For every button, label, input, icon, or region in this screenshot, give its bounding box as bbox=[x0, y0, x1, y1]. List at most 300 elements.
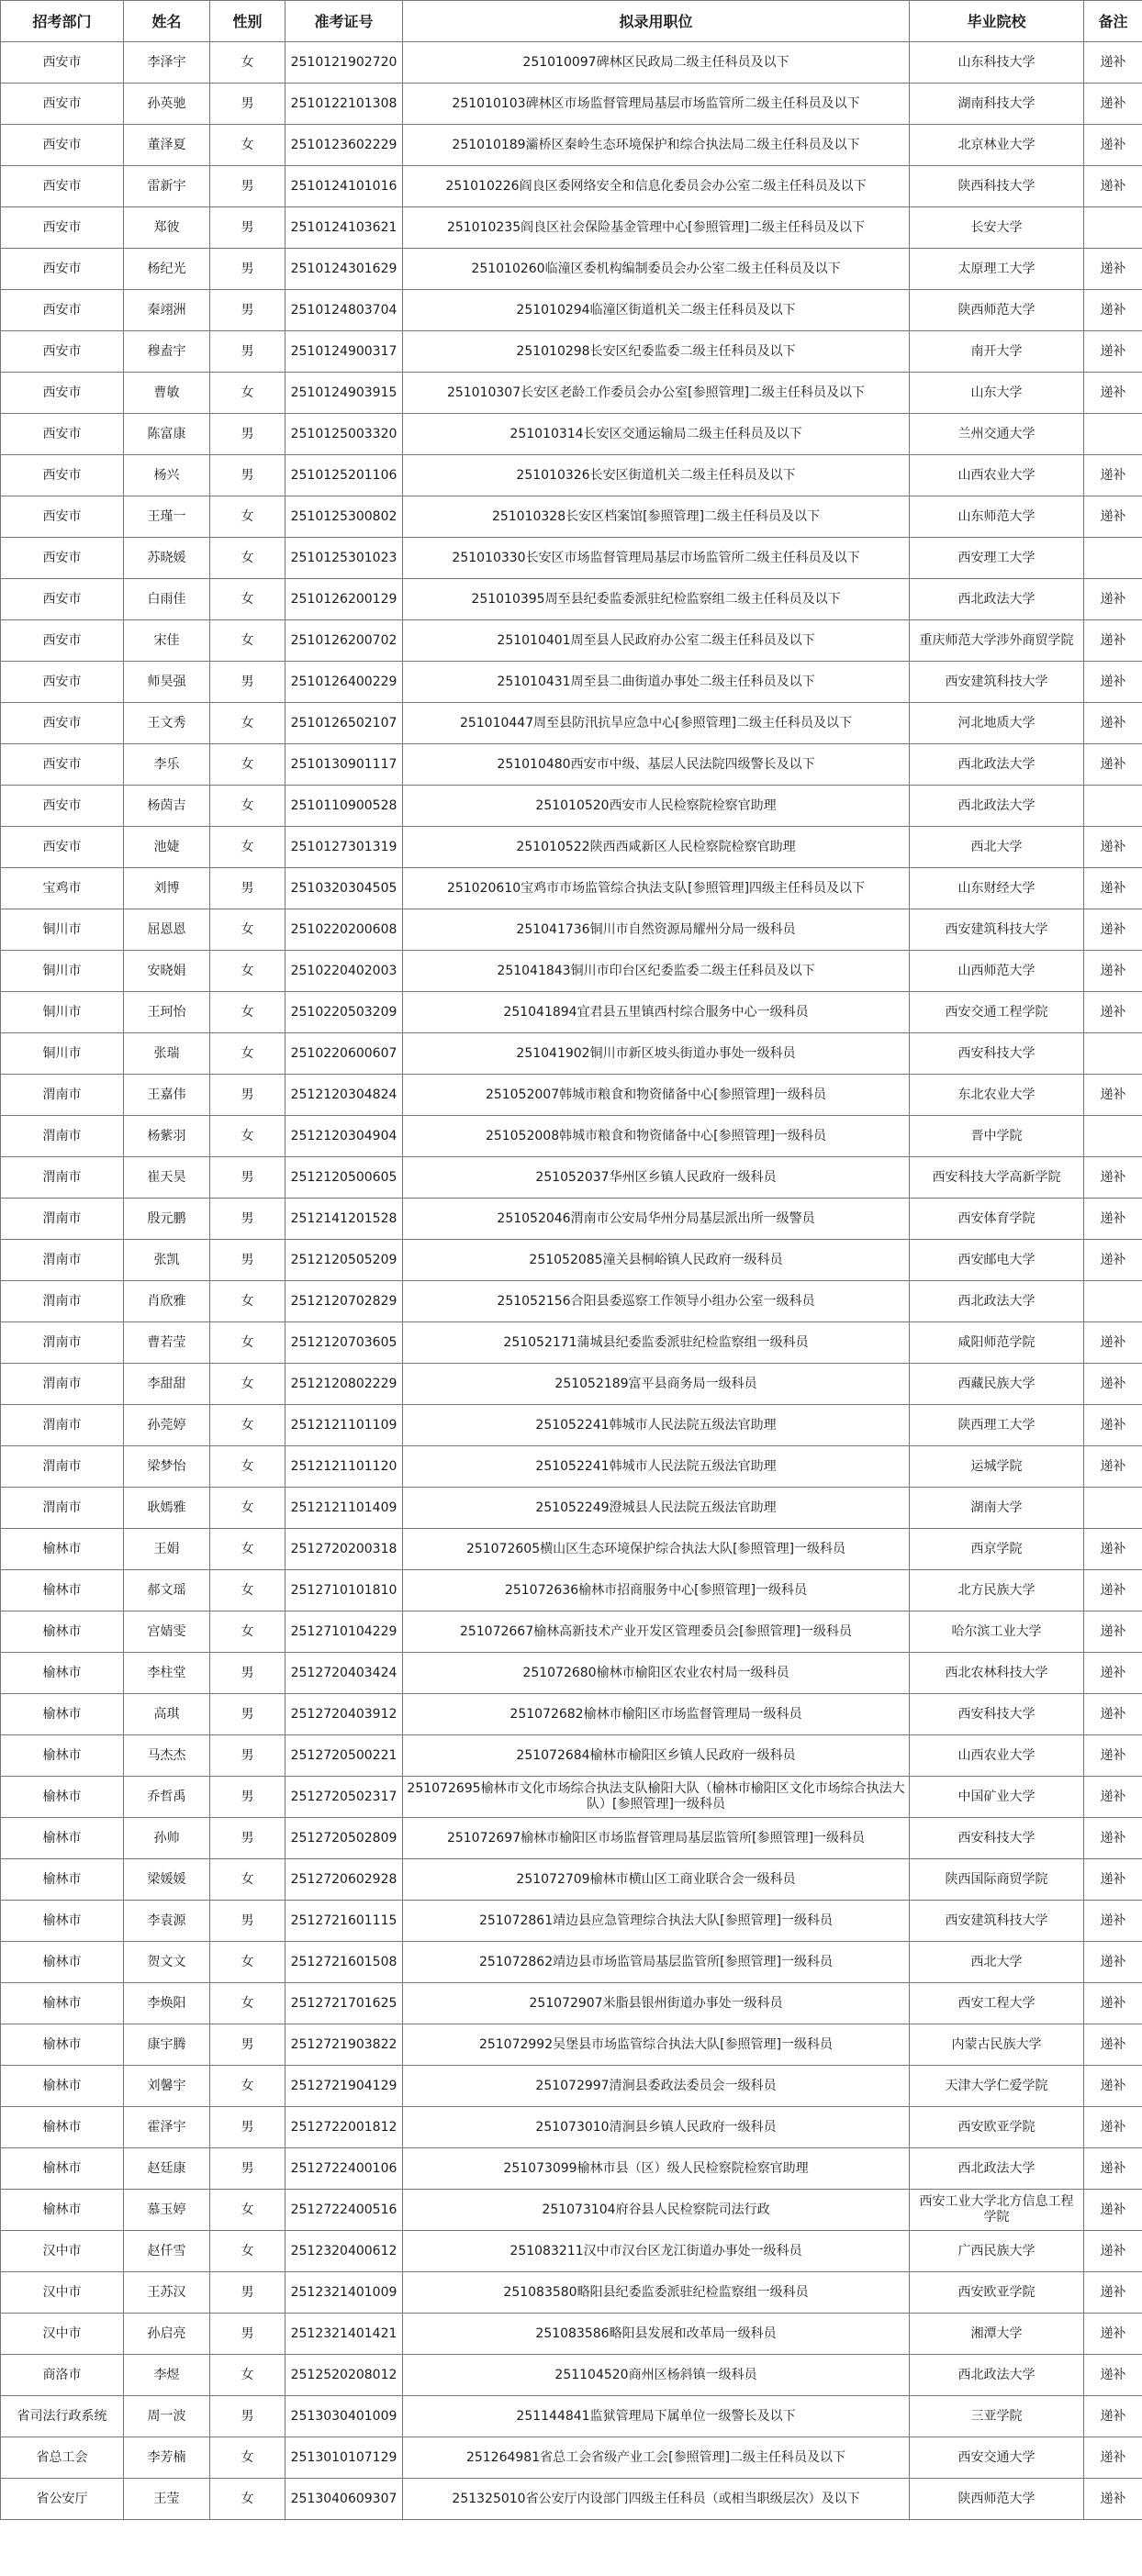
cell-department: 榆林市 bbox=[1, 1901, 124, 1942]
cell-gender: 男 bbox=[210, 290, 286, 331]
cell-exam-id: 2510124803704 bbox=[286, 290, 403, 331]
cell-gender: 男 bbox=[210, 1199, 286, 1240]
cell-remark: 递补 bbox=[1084, 166, 1142, 207]
cell-remark: 递补 bbox=[1084, 290, 1142, 331]
cell-exam-id: 2512141201528 bbox=[286, 1199, 403, 1240]
cell-name: 耿嫣雅 bbox=[124, 1488, 210, 1529]
cell-position: 251041843铜川市印台区纪委监委二级主任科员及以下 bbox=[403, 951, 910, 992]
cell-gender: 女 bbox=[210, 1405, 286, 1446]
cell-name: 马杰杰 bbox=[124, 1735, 210, 1777]
cell-gender: 男 bbox=[210, 1075, 286, 1116]
cell-department: 榆林市 bbox=[1, 2190, 124, 2231]
cell-position: 251325010省公安厅内设部门四级主任科员（或相当职级层次）及以下 bbox=[403, 2479, 910, 2520]
cell-department: 渭南市 bbox=[1, 1157, 124, 1199]
cell-name: 王莹 bbox=[124, 2479, 210, 2520]
table-row bbox=[1, 744, 1142, 786]
cell-school: 陕西国际商贸学院 bbox=[910, 1859, 1084, 1901]
cell-name: 杨茵吉 bbox=[124, 786, 210, 827]
cell-exam-id: 2512720502809 bbox=[286, 1818, 403, 1859]
cell-school: 山东科技大学 bbox=[910, 42, 1084, 84]
cell-gender: 男 bbox=[210, 2148, 286, 2190]
cell-name: 王珂怡 bbox=[124, 992, 210, 1033]
cell-department: 榆林市 bbox=[1, 1942, 124, 1983]
cell-exam-id: 2510125301023 bbox=[286, 538, 403, 579]
cell-remark bbox=[1084, 414, 1142, 455]
cell-position: 251104520商州区杨斜镇一级科员 bbox=[403, 2355, 910, 2396]
cell-exam-id: 2510220402003 bbox=[286, 951, 403, 992]
cell-gender: 女 bbox=[210, 744, 286, 786]
cell-remark bbox=[1084, 786, 1142, 827]
cell-gender: 女 bbox=[210, 373, 286, 414]
cell-position: 251041894宜君县五里镇西村综合服务中心一级科员 bbox=[403, 992, 910, 1033]
cell-remark bbox=[1084, 207, 1142, 249]
cell-school: 天津大学仁爱学院 bbox=[910, 2066, 1084, 2107]
cell-school: 西安交通大学 bbox=[910, 2437, 1084, 2479]
cell-gender: 男 bbox=[210, 2272, 286, 2314]
cell-name: 霍泽宇 bbox=[124, 2107, 210, 2148]
cell-department: 汉中市 bbox=[1, 2272, 124, 2314]
cell-department: 西安市 bbox=[1, 42, 124, 84]
cell-department: 榆林市 bbox=[1, 1529, 124, 1570]
table-row bbox=[1, 1859, 1142, 1901]
cell-remark: 递补 bbox=[1084, 2148, 1142, 2190]
table-row bbox=[1, 455, 1142, 496]
cell-gender: 女 bbox=[210, 2479, 286, 2520]
cell-department: 西安市 bbox=[1, 496, 124, 538]
table-row bbox=[1, 1529, 1142, 1570]
cell-position: 251083211汉中市汉台区龙江街道办事处一级科员 bbox=[403, 2231, 910, 2272]
cell-remark: 递补 bbox=[1084, 249, 1142, 290]
cell-gender: 女 bbox=[210, 2190, 286, 2231]
cell-exam-id: 2510220200608 bbox=[286, 909, 403, 951]
cell-name: 赵仟雪 bbox=[124, 2231, 210, 2272]
cell-position: 251041736铜川市自然资源局耀州分局一级科员 bbox=[403, 909, 910, 951]
cell-exam-id: 2510125003320 bbox=[286, 414, 403, 455]
cell-position: 251010431周至县二曲街道办事处二级主任科员及以下 bbox=[403, 662, 910, 703]
cell-school: 重庆师范大学涉外商贸学院 bbox=[910, 620, 1084, 662]
cell-remark: 递补 bbox=[1084, 331, 1142, 373]
cell-school: 西北政法大学 bbox=[910, 579, 1084, 620]
cell-gender: 男 bbox=[210, 414, 286, 455]
cell-department: 省总工会 bbox=[1, 2437, 124, 2479]
cell-department: 渭南市 bbox=[1, 1281, 124, 1322]
cell-name: 师昊强 bbox=[124, 662, 210, 703]
cell-position: 251010480西安市中级、基层人民法院四级警长及以下 bbox=[403, 744, 910, 786]
cell-school: 山西农业大学 bbox=[910, 1735, 1084, 1777]
cell-position: 251083580略阳县纪委监委派驻纪检监察组一级科员 bbox=[403, 2272, 910, 2314]
cell-remark: 递补 bbox=[1084, 2066, 1142, 2107]
cell-exam-id: 2512721903822 bbox=[286, 2024, 403, 2066]
cell-department: 榆林市 bbox=[1, 2024, 124, 2066]
cell-remark: 递补 bbox=[1084, 2479, 1142, 2520]
cell-remark: 递补 bbox=[1084, 455, 1142, 496]
cell-department: 西安市 bbox=[1, 579, 124, 620]
table-row bbox=[1, 538, 1142, 579]
cell-name: 王嘉伟 bbox=[124, 1075, 210, 1116]
cell-department: 渭南市 bbox=[1, 1322, 124, 1364]
table-row bbox=[1, 2107, 1142, 2148]
cell-department: 渭南市 bbox=[1, 1116, 124, 1157]
cell-remark: 递补 bbox=[1084, 2355, 1142, 2396]
cell-department: 汉中市 bbox=[1, 2314, 124, 2355]
cell-department: 西安市 bbox=[1, 538, 124, 579]
cell-position: 251072709榆林市横山区工商业联合会一级科员 bbox=[403, 1859, 910, 1901]
cell-school: 山西农业大学 bbox=[910, 455, 1084, 496]
cell-gender: 男 bbox=[210, 1157, 286, 1199]
cell-exam-id: 2512720602928 bbox=[286, 1859, 403, 1901]
cell-gender: 男 bbox=[210, 1901, 286, 1942]
cell-school: 三亚学院 bbox=[910, 2396, 1084, 2437]
cell-school: 西安建筑科技大学 bbox=[910, 662, 1084, 703]
cell-remark: 递补 bbox=[1084, 1818, 1142, 1859]
cell-school: 中国矿业大学 bbox=[910, 1777, 1084, 1818]
cell-name: 孙帅 bbox=[124, 1818, 210, 1859]
cell-exam-id: 2512721701625 bbox=[286, 1983, 403, 2024]
cell-position: 251264981省总工会省级产业工会[参照管理]二级主任科员及以下 bbox=[403, 2437, 910, 2479]
cell-position: 251072680榆林市榆阳区农业农村局一级科员 bbox=[403, 1653, 910, 1694]
cell-position: 251010307长安区老龄工作委员会办公室[参照管理]二级主任科员及以下 bbox=[403, 373, 910, 414]
cell-position: 251052037华州区乡镇人民政府一级科员 bbox=[403, 1157, 910, 1199]
cell-gender: 女 bbox=[210, 620, 286, 662]
table-row bbox=[1, 373, 1142, 414]
cell-department: 西安市 bbox=[1, 620, 124, 662]
cell-remark: 递补 bbox=[1084, 42, 1142, 84]
cell-exam-id: 2513010107129 bbox=[286, 2437, 403, 2479]
cell-school: 西京学院 bbox=[910, 1529, 1084, 1570]
cell-gender: 女 bbox=[210, 786, 286, 827]
cell-school: 西北农林科技大学 bbox=[910, 1653, 1084, 1694]
cell-gender: 男 bbox=[210, 249, 286, 290]
cell-department: 西安市 bbox=[1, 125, 124, 166]
cell-name: 周一波 bbox=[124, 2396, 210, 2437]
cell-school: 西北政法大学 bbox=[910, 1281, 1084, 1322]
cell-remark bbox=[1084, 1281, 1142, 1322]
cell-position: 251010520西安市人民检察院检察官助理 bbox=[403, 786, 910, 827]
cell-gender: 女 bbox=[210, 125, 286, 166]
table-row bbox=[1, 1570, 1142, 1611]
cell-remark: 递补 bbox=[1084, 1157, 1142, 1199]
cell-name: 张瑞 bbox=[124, 1033, 210, 1075]
cell-school: 晋中学院 bbox=[910, 1116, 1084, 1157]
header-department: 招考部门 bbox=[1, 1, 124, 42]
cell-name: 陈富康 bbox=[124, 414, 210, 455]
cell-exam-id: 2510125201106 bbox=[286, 455, 403, 496]
table-row bbox=[1, 1942, 1142, 1983]
cell-gender: 女 bbox=[210, 2066, 286, 2107]
cell-exam-id: 2512710104229 bbox=[286, 1611, 403, 1653]
cell-position: 251052008韩城市粮食和物资储备中心[参照管理]一级科员 bbox=[403, 1116, 910, 1157]
table-row bbox=[1, 414, 1142, 455]
cell-name: 曹若莹 bbox=[124, 1322, 210, 1364]
table-row bbox=[1, 662, 1142, 703]
cell-gender: 男 bbox=[210, 2314, 286, 2355]
cell-gender: 男 bbox=[210, 1818, 286, 1859]
cell-school: 河北地质大学 bbox=[910, 703, 1084, 744]
cell-position: 251052249澄城县人民法院五级法官助理 bbox=[403, 1488, 910, 1529]
cell-position: 251072667榆林高新技术产业开发区管理委员会[参照管理]一级科员 bbox=[403, 1611, 910, 1653]
cell-name: 王苏汉 bbox=[124, 2272, 210, 2314]
cell-exam-id: 2512721904129 bbox=[286, 2066, 403, 2107]
cell-position: 251052007韩城市粮食和物资储备中心[参照管理]一级科员 bbox=[403, 1075, 910, 1116]
header-school: 毕业院校 bbox=[910, 1, 1084, 42]
cell-gender: 女 bbox=[210, 1570, 286, 1611]
cell-position: 251010235阎良区社会保险基金管理中心[参照管理]二级主任科员及以下 bbox=[403, 207, 910, 249]
cell-department: 铜川市 bbox=[1, 909, 124, 951]
cell-remark: 递补 bbox=[1084, 1694, 1142, 1735]
cell-school: 西安工业大学北方信息工程学院 bbox=[910, 2190, 1084, 2231]
header-exam-id: 准考证号 bbox=[286, 1, 403, 42]
cell-remark: 递补 bbox=[1084, 373, 1142, 414]
cell-position: 251052156合阳县委巡察工作领导小组办公室一级科员 bbox=[403, 1281, 910, 1322]
cell-remark: 递补 bbox=[1084, 868, 1142, 909]
cell-school: 西北政法大学 bbox=[910, 2355, 1084, 2396]
cell-name: 李甜甜 bbox=[124, 1364, 210, 1405]
table-row bbox=[1, 2190, 1142, 2231]
table-row bbox=[1, 331, 1142, 373]
cell-school: 内蒙古民族大学 bbox=[910, 2024, 1084, 2066]
cell-remark: 递补 bbox=[1084, 2190, 1142, 2231]
cell-exam-id: 2512121101120 bbox=[286, 1446, 403, 1488]
cell-school: 西藏民族大学 bbox=[910, 1364, 1084, 1405]
cell-department: 西安市 bbox=[1, 827, 124, 868]
cell-exam-id: 2512120304904 bbox=[286, 1116, 403, 1157]
cell-department: 省公安厅 bbox=[1, 2479, 124, 2520]
cell-gender: 女 bbox=[210, 1364, 286, 1405]
cell-school: 山东财经大学 bbox=[910, 868, 1084, 909]
cell-name: 李芳楠 bbox=[124, 2437, 210, 2479]
cell-remark: 递补 bbox=[1084, 84, 1142, 125]
cell-gender: 女 bbox=[210, 2355, 286, 2396]
table-row bbox=[1, 992, 1142, 1033]
cell-gender: 男 bbox=[210, 868, 286, 909]
cell-remark: 递补 bbox=[1084, 2314, 1142, 2355]
cell-exam-id: 2513040609307 bbox=[286, 2479, 403, 2520]
cell-exam-id: 2510124301629 bbox=[286, 249, 403, 290]
table-row bbox=[1, 290, 1142, 331]
cell-department: 榆林市 bbox=[1, 1611, 124, 1653]
cell-department: 榆林市 bbox=[1, 1653, 124, 1694]
cell-remark: 递补 bbox=[1084, 1075, 1142, 1116]
cell-exam-id: 2513030401009 bbox=[286, 2396, 403, 2437]
cell-department: 西安市 bbox=[1, 249, 124, 290]
cell-name: 苏晓媛 bbox=[124, 538, 210, 579]
cell-exam-id: 2512520208012 bbox=[286, 2355, 403, 2396]
cell-gender: 女 bbox=[210, 579, 286, 620]
cell-remark: 递补 bbox=[1084, 2272, 1142, 2314]
cell-name: 郝文瑶 bbox=[124, 1570, 210, 1611]
cell-gender: 女 bbox=[210, 1322, 286, 1364]
cell-school: 西北大学 bbox=[910, 1942, 1084, 1983]
cell-name: 秦翊洲 bbox=[124, 290, 210, 331]
cell-school: 山东师范大学 bbox=[910, 496, 1084, 538]
cell-position: 251072997清涧县委政法委员会一级科员 bbox=[403, 2066, 910, 2107]
header-remark: 备注 bbox=[1084, 1, 1142, 42]
header-position: 拟录用职位 bbox=[403, 1, 910, 42]
cell-name: 宋佳 bbox=[124, 620, 210, 662]
cell-department: 渭南市 bbox=[1, 1405, 124, 1446]
cell-exam-id: 2512120304824 bbox=[286, 1075, 403, 1116]
cell-school: 西安科技大学 bbox=[910, 1694, 1084, 1735]
cell-school: 西北政法大学 bbox=[910, 744, 1084, 786]
cell-school: 南开大学 bbox=[910, 331, 1084, 373]
cell-position: 251072861靖边县应急管理综合执法大队[参照管理]一级科员 bbox=[403, 1901, 910, 1942]
table-row bbox=[1, 1777, 1142, 1818]
cell-position: 251010401周至县人民政府办公室二级主任科员及以下 bbox=[403, 620, 910, 662]
cell-name: 张凯 bbox=[124, 1240, 210, 1281]
cell-gender: 男 bbox=[210, 662, 286, 703]
cell-exam-id: 2510122101308 bbox=[286, 84, 403, 125]
cell-name: 梁媛媛 bbox=[124, 1859, 210, 1901]
cell-school: 咸阳师范学院 bbox=[910, 1322, 1084, 1364]
cell-school: 西安欧亚学院 bbox=[910, 2272, 1084, 2314]
cell-gender: 女 bbox=[210, 496, 286, 538]
header-gender: 性别 bbox=[210, 1, 286, 42]
cell-name: 李泽宇 bbox=[124, 42, 210, 84]
cell-exam-id: 2512120505209 bbox=[286, 1240, 403, 1281]
table-row bbox=[1, 1694, 1142, 1735]
cell-gender: 男 bbox=[210, 84, 286, 125]
cell-gender: 男 bbox=[210, 1240, 286, 1281]
cell-gender: 男 bbox=[210, 1735, 286, 1777]
cell-department: 榆林市 bbox=[1, 2066, 124, 2107]
cell-school: 运城学院 bbox=[910, 1446, 1084, 1488]
table-row bbox=[1, 1405, 1142, 1446]
table-row bbox=[1, 1281, 1142, 1322]
cell-gender: 女 bbox=[210, 1983, 286, 2024]
cell-gender: 男 bbox=[210, 207, 286, 249]
table-row bbox=[1, 579, 1142, 620]
table-row bbox=[1, 703, 1142, 744]
cell-exam-id: 2512321401009 bbox=[286, 2272, 403, 2314]
cell-position: 251010294临潼区街道机关二级主任科员及以下 bbox=[403, 290, 910, 331]
cell-department: 榆林市 bbox=[1, 1735, 124, 1777]
cell-gender: 男 bbox=[210, 2024, 286, 2066]
cell-exam-id: 2512722400106 bbox=[286, 2148, 403, 2190]
cell-gender: 男 bbox=[210, 2107, 286, 2148]
cell-exam-id: 2512720500221 bbox=[286, 1735, 403, 1777]
table-row bbox=[1, 1446, 1142, 1488]
cell-remark: 递补 bbox=[1084, 1983, 1142, 2024]
cell-school: 山东大学 bbox=[910, 373, 1084, 414]
table-row bbox=[1, 1983, 1142, 2024]
cell-name: 池婕 bbox=[124, 827, 210, 868]
cell-position: 251052189富平县商务局一级科员 bbox=[403, 1364, 910, 1405]
cell-gender: 女 bbox=[210, 2231, 286, 2272]
cell-position: 251020610宝鸡市市场监管综合执法支队[参照管理]四级主任科员及以下 bbox=[403, 868, 910, 909]
cell-exam-id: 2510124900317 bbox=[286, 331, 403, 373]
table-row bbox=[1, 1611, 1142, 1653]
cell-position: 251073099榆林市县（区）级人民检察院检察官助理 bbox=[403, 2148, 910, 2190]
cell-exam-id: 2510127301319 bbox=[286, 827, 403, 868]
cell-position: 251052046渭南市公安局华州分局基层派出所一级警员 bbox=[403, 1199, 910, 1240]
table-row bbox=[1, 166, 1142, 207]
cell-school: 哈尔滨工业大学 bbox=[910, 1611, 1084, 1653]
cell-remark: 递补 bbox=[1084, 703, 1142, 744]
cell-school: 西北政法大学 bbox=[910, 2148, 1084, 2190]
cell-department: 西安市 bbox=[1, 786, 124, 827]
cell-school: 北方民族大学 bbox=[910, 1570, 1084, 1611]
cell-department: 渭南市 bbox=[1, 1240, 124, 1281]
cell-name: 李煜 bbox=[124, 2355, 210, 2396]
table-row bbox=[1, 84, 1142, 125]
cell-remark: 递补 bbox=[1084, 2024, 1142, 2066]
cell-exam-id: 2510123602229 bbox=[286, 125, 403, 166]
cell-remark: 递补 bbox=[1084, 1777, 1142, 1818]
cell-remark: 递补 bbox=[1084, 1735, 1142, 1777]
cell-gender: 男 bbox=[210, 455, 286, 496]
table-row bbox=[1, 125, 1142, 166]
cell-exam-id: 2510126502107 bbox=[286, 703, 403, 744]
table-row bbox=[1, 2024, 1142, 2066]
cell-remark: 递补 bbox=[1084, 579, 1142, 620]
cell-school: 西安欧亚学院 bbox=[910, 2107, 1084, 2148]
cell-exam-id: 2512120802229 bbox=[286, 1364, 403, 1405]
cell-department: 西安市 bbox=[1, 290, 124, 331]
cell-department: 西安市 bbox=[1, 414, 124, 455]
cell-remark: 递补 bbox=[1084, 909, 1142, 951]
cell-name: 李柱堂 bbox=[124, 1653, 210, 1694]
cell-name: 李乐 bbox=[124, 744, 210, 786]
cell-department: 西安市 bbox=[1, 166, 124, 207]
cell-position: 251010260临潼区委机构编制委员会办公室二级主任科员及以下 bbox=[403, 249, 910, 290]
cell-department: 省司法行政系统 bbox=[1, 2396, 124, 2437]
cell-position: 251083586略阳县发展和改革局一级科员 bbox=[403, 2314, 910, 2355]
cell-position: 251072992吴堡县市场监管综合执法大队[参照管理]一级科员 bbox=[403, 2024, 910, 2066]
table-row bbox=[1, 1735, 1142, 1777]
table-row bbox=[1, 2479, 1142, 2520]
cell-department: 西安市 bbox=[1, 373, 124, 414]
cell-name: 康宇腾 bbox=[124, 2024, 210, 2066]
cell-school: 西安理工大学 bbox=[910, 538, 1084, 579]
cell-name: 雷新宇 bbox=[124, 166, 210, 207]
cell-department: 铜川市 bbox=[1, 951, 124, 992]
table-row bbox=[1, 827, 1142, 868]
table-row bbox=[1, 786, 1142, 827]
cell-school: 湘潭大学 bbox=[910, 2314, 1084, 2355]
cell-name: 慕玉婷 bbox=[124, 2190, 210, 2231]
cell-remark: 递补 bbox=[1084, 1653, 1142, 1694]
cell-name: 肖欣雅 bbox=[124, 1281, 210, 1322]
cell-exam-id: 2512721601115 bbox=[286, 1901, 403, 1942]
cell-department: 渭南市 bbox=[1, 1075, 124, 1116]
cell-school: 西北政法大学 bbox=[910, 786, 1084, 827]
cell-exam-id: 2512722001812 bbox=[286, 2107, 403, 2148]
cell-school: 兰州交通大学 bbox=[910, 414, 1084, 455]
cell-department: 榆林市 bbox=[1, 1818, 124, 1859]
cell-gender: 男 bbox=[210, 1777, 286, 1818]
cell-position: 251072862靖边县市场监管局基层监管所[参照管理]一级科员 bbox=[403, 1942, 910, 1983]
cell-position: 251072695榆林市文化市场综合执法支队榆阳大队（榆林市榆阳区文化市场综合执法大队）[参照管理]一级科员 bbox=[403, 1777, 910, 1818]
cell-position: 251010103碑林区市场监督管理局基层市场监管所二级主任科员及以下 bbox=[403, 84, 910, 125]
cell-position: 251010328长安区档案馆[参照管理]二级主任科员及以下 bbox=[403, 496, 910, 538]
cell-exam-id: 2512120703605 bbox=[286, 1322, 403, 1364]
table-row bbox=[1, 1322, 1142, 1364]
table-row bbox=[1, 2437, 1142, 2479]
table-row bbox=[1, 951, 1142, 992]
header-name: 姓名 bbox=[124, 1, 210, 42]
cell-name: 曹敏 bbox=[124, 373, 210, 414]
cell-gender: 女 bbox=[210, 42, 286, 84]
table-row bbox=[1, 868, 1142, 909]
cell-position: 251010330长安区市场监督管理局基层市场监管所二级主任科员及以下 bbox=[403, 538, 910, 579]
cell-department: 铜川市 bbox=[1, 992, 124, 1033]
cell-exam-id: 2510124903915 bbox=[286, 373, 403, 414]
cell-remark: 递补 bbox=[1084, 125, 1142, 166]
table-row bbox=[1, 620, 1142, 662]
cell-exam-id: 2510125300802 bbox=[286, 496, 403, 538]
cell-name: 孙英驰 bbox=[124, 84, 210, 125]
cell-position: 251072636榆林市招商服务中心[参照管理]一级科员 bbox=[403, 1570, 910, 1611]
